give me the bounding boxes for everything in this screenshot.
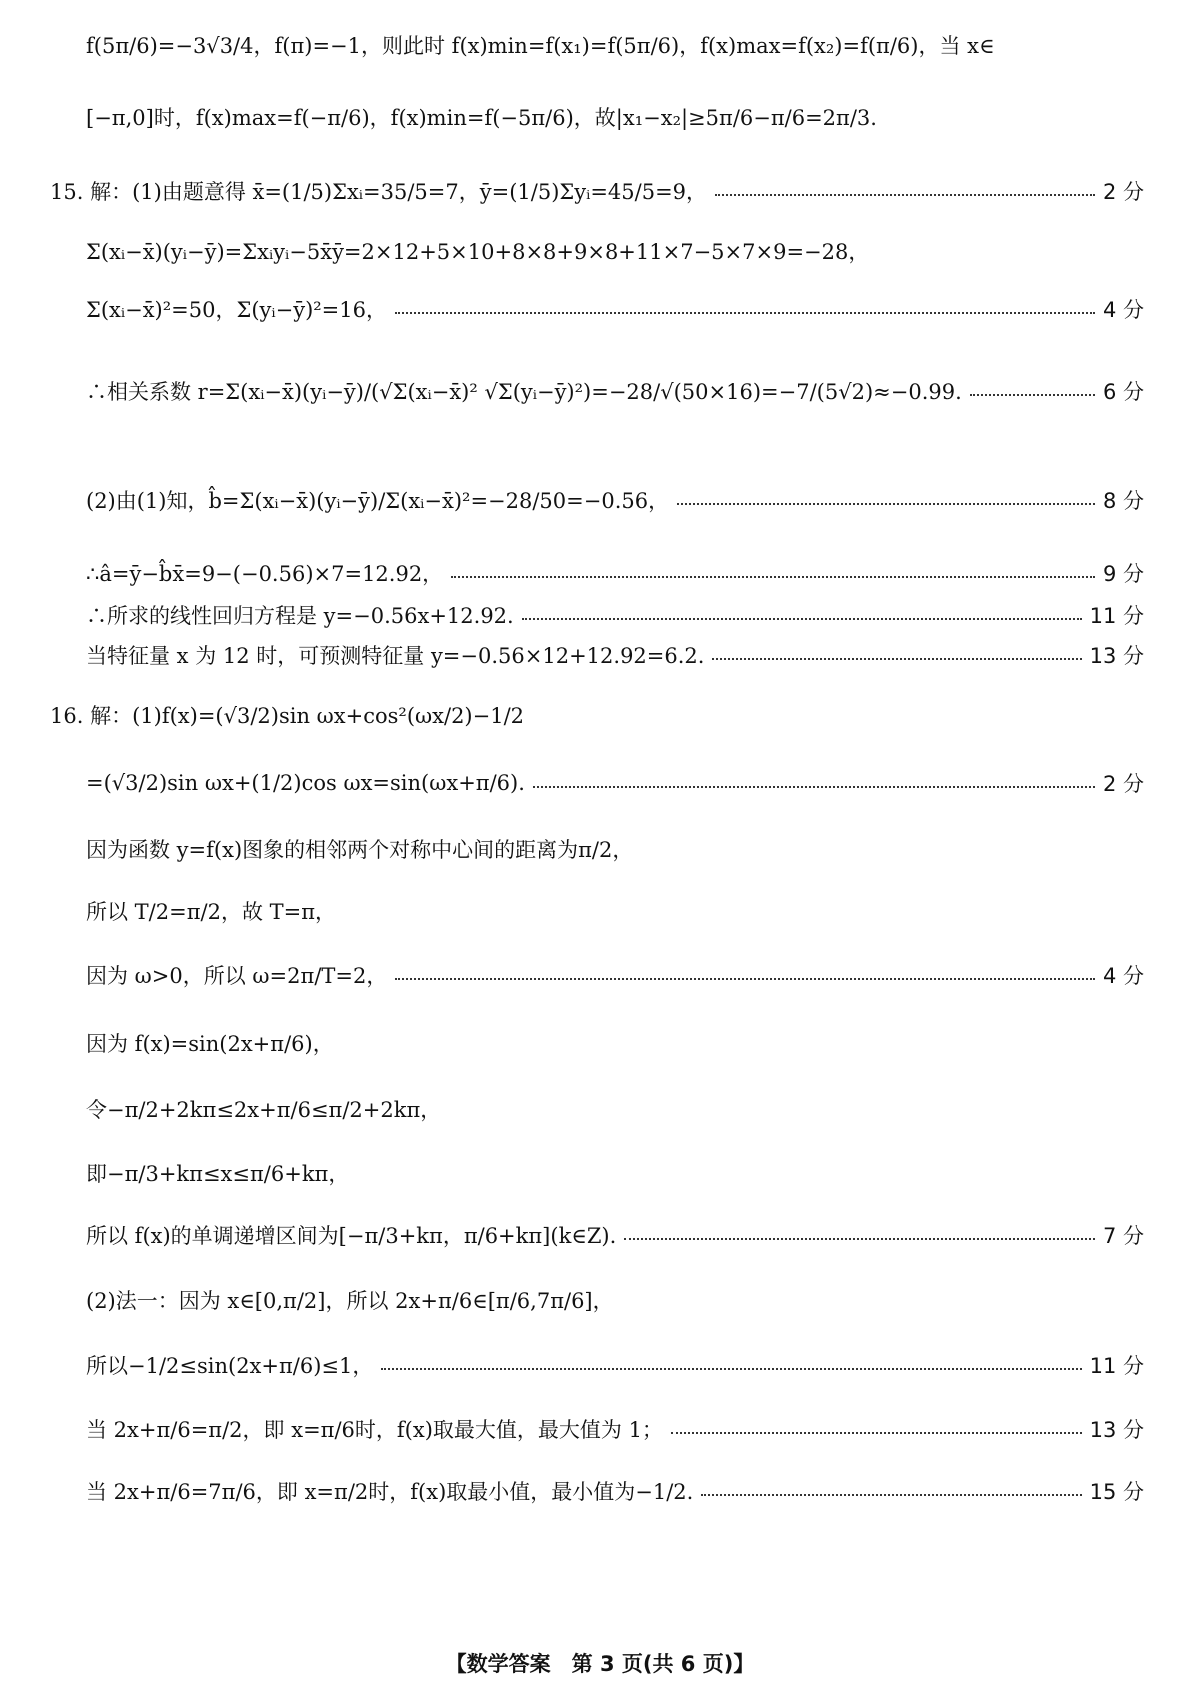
score-label: 11 分 bbox=[1089, 1354, 1144, 1378]
solution-text: 即−π/3+kπ≤x≤π/6+kπ， bbox=[86, 1162, 350, 1186]
solution-text: [−π,0]时，f(x)max=f(−π/6)，f(x)min=f(−5π/6)，故|x₁−x₂|≥5π/6−π/6=2π/3. bbox=[86, 106, 877, 130]
solution-text: ∴â=ȳ−b̂x̄=9−(−0.56)×7=12.92， bbox=[86, 562, 444, 586]
solution-text: 所以 f(x)的单调递增区间为[−π/3+kπ，π/6+kπ](k∈Z). bbox=[86, 1224, 617, 1248]
dot-leader bbox=[624, 1238, 1095, 1240]
solution-line bbox=[86, 768, 1144, 798]
solution-line bbox=[86, 558, 1144, 588]
solution-text: 当 2x+π/6=π/2，即 x=π/6时，f(x)取最大值，最大值为 1； bbox=[86, 1418, 663, 1442]
dot-leader bbox=[970, 394, 1095, 396]
solution-text: 当特征量 x 为 12 时，可预测特征量 y=−0.56×12+12.92=6.2. bbox=[86, 644, 705, 668]
solution-line bbox=[86, 834, 1144, 864]
score-label: 11 分 bbox=[1089, 604, 1144, 628]
solution-line bbox=[86, 1285, 1144, 1315]
solution-line bbox=[86, 376, 1144, 406]
score-label: 9 分 bbox=[1102, 562, 1144, 586]
dot-leader bbox=[451, 576, 1095, 578]
solution-text: Σ(xᵢ−x̄)(yᵢ−ȳ)=Σxᵢyᵢ−5x̄ȳ=2×12+5×10+8×8+9×8+11×7−5×7×9=−28， bbox=[86, 240, 870, 264]
solution-text: ∴所求的线性回归方程是 y=−0.56x+12.92. bbox=[86, 604, 514, 628]
solution-line bbox=[86, 960, 1144, 990]
solution-line bbox=[86, 485, 1144, 515]
solution-text: ∴相关系数 r=Σ(xᵢ−x̄)(yᵢ−ȳ)/(√Σ(xᵢ−x̄)² √Σ(yᵢ−ȳ)²)=−28/√(50×16)=−7/(5√2)≈−0.99. bbox=[86, 380, 962, 404]
dot-leader bbox=[381, 1368, 1081, 1370]
solution-text: (2)由(1)知，b̂=Σ(xᵢ−x̄)(yᵢ−ȳ)/Σ(xᵢ−x̄)²=−28/50=−0.56， bbox=[86, 489, 670, 513]
solution-line bbox=[86, 1220, 1144, 1250]
solution-text: 15. 解：(1)由题意得 x̄=(1/5)Σxᵢ=35/5=7，ȳ=(1/5)Σyᵢ=45/5=9， bbox=[50, 180, 708, 204]
solution-text: 所以 T/2=π/2，故 T=π， bbox=[86, 900, 337, 924]
solution-text: 因为函数 y=f(x)图象的相邻两个对称中心间的距离为π/2， bbox=[86, 838, 634, 862]
score-label: 2 分 bbox=[1102, 180, 1144, 204]
solution-line bbox=[86, 30, 1144, 60]
dot-leader bbox=[395, 312, 1095, 314]
solution-line bbox=[86, 236, 1144, 266]
solution-text: 当 2x+π/6=7π/6，即 x=π/2时，f(x)取最小值，最小值为−1/2. bbox=[86, 1480, 694, 1504]
solution-text: (2)法一：因为 x∈[0,π/2]，所以 2x+π/6∈[π/6,7π/6]， bbox=[86, 1289, 614, 1313]
dot-leader bbox=[671, 1432, 1082, 1434]
solution-line bbox=[86, 1476, 1144, 1506]
dot-leader bbox=[712, 658, 1081, 660]
solution-line bbox=[86, 640, 1144, 670]
solution-line bbox=[86, 1158, 1144, 1188]
solution-line bbox=[50, 700, 1144, 730]
dot-leader bbox=[522, 618, 1082, 620]
solution-text: 因为 f(x)=sin(2x+π/6)， bbox=[86, 1032, 334, 1056]
solution-text: Σ(xᵢ−x̄)²=50，Σ(yᵢ−ȳ)²=16， bbox=[86, 298, 387, 322]
dot-leader bbox=[677, 503, 1095, 505]
score-label: 2 分 bbox=[1102, 772, 1144, 796]
solution-text: 16. 解：(1)f(x)=(√3/2)sin ωx+cos²(ωx/2)−1/2 bbox=[50, 704, 525, 728]
dot-leader bbox=[701, 1494, 1081, 1496]
score-label: 6 分 bbox=[1102, 380, 1144, 404]
solution-line bbox=[50, 176, 1144, 206]
score-label: 7 分 bbox=[1102, 1224, 1144, 1248]
solution-text: 令−π/2+2kπ≤2x+π/6≤π/2+2kπ， bbox=[86, 1098, 442, 1122]
score-label: 8 分 bbox=[1102, 489, 1144, 513]
score-label: 4 分 bbox=[1102, 964, 1144, 988]
solution-line bbox=[86, 1414, 1144, 1444]
score-label: 13 分 bbox=[1089, 1418, 1144, 1442]
solution-line bbox=[86, 1094, 1144, 1124]
solution-text: 所以−1/2≤sin(2x+π/6)≤1， bbox=[86, 1354, 374, 1378]
dot-leader bbox=[533, 786, 1095, 788]
page-footer: 【数学答案 第 3 页(共 6 页)】 bbox=[445, 1652, 755, 1676]
solution-line bbox=[86, 102, 1144, 132]
score-label: 4 分 bbox=[1102, 298, 1144, 322]
score-label: 13 分 bbox=[1089, 644, 1144, 668]
solution-line bbox=[86, 294, 1144, 324]
dot-leader bbox=[395, 978, 1095, 980]
solution-text: =(√3/2)sin ωx+(1/2)cos ωx=sin(ωx+π/6). bbox=[86, 771, 525, 795]
solution-line bbox=[86, 896, 1144, 926]
solution-line bbox=[86, 1028, 1144, 1058]
solution-line bbox=[86, 1350, 1144, 1380]
dot-leader bbox=[715, 194, 1095, 196]
solution-text: 因为 ω>0，所以 ω=2π/T=2， bbox=[86, 964, 388, 988]
solution-line bbox=[86, 600, 1144, 630]
solution-text: f(5π/6)=−3√3/4，f(π)=−1，则此时 f(x)min=f(x₁)=f(5π/6)，f(x)max=f(x₂)=f(π/6)，当 x∈ bbox=[86, 34, 995, 58]
score-label: 15 分 bbox=[1089, 1480, 1144, 1504]
